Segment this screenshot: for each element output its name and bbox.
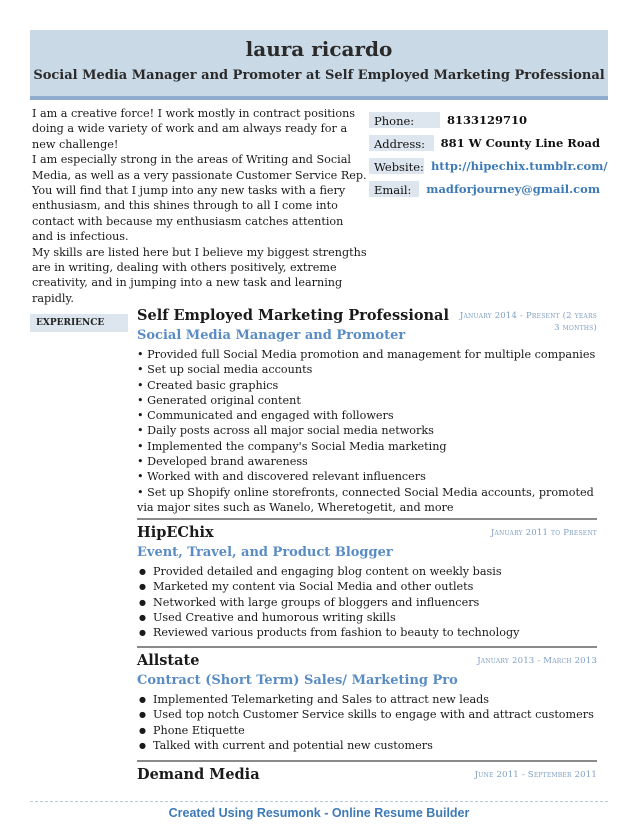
job-dates: June 2011 - September 2011: [474, 770, 597, 780]
list-item: • Daily posts across all major social media networks: [137, 423, 597, 438]
list-item: • Provided full Social Media promotion and management for multiple companies: [137, 347, 597, 362]
email-label: Email:: [368, 180, 420, 198]
job-divider: [137, 646, 597, 648]
list-item: ● Implemented Telemarketing and Sales to attract new leads: [137, 692, 597, 707]
job-company: Self Employed Marketing Professional: [137, 307, 449, 324]
list-item: • Implemented the company's Social Media marketing: [137, 439, 597, 454]
job-company: Demand Media: [137, 766, 260, 783]
list-item: ● Reviewed various products from fashion to beauty to technology: [137, 625, 597, 640]
job-entry: [137, 652, 597, 753]
list-item: • Set up social media accounts: [137, 362, 597, 377]
list-item: ● Phone Etiquette: [137, 723, 597, 738]
resume-header: [30, 30, 608, 100]
section-label-experience: EXPERIENCE: [30, 314, 128, 332]
job-role: Social Media Manager and Promoter: [137, 328, 406, 343]
contact-table: [368, 111, 608, 203]
phone-label: Phone:: [368, 111, 441, 129]
job-header: [137, 652, 597, 672]
job-dates: [460, 310, 597, 334]
contact-row-address: [368, 134, 600, 152]
list-item: • Developed brand awareness: [137, 454, 597, 469]
job-bullets: [137, 692, 597, 753]
list-item: • Created basic graphics: [137, 378, 597, 393]
list-item: ● Provided detailed and engaging blog content on weekly basis: [137, 564, 597, 579]
job-divider: [137, 760, 597, 762]
list-item: ● Talked with current and potential new customers: [137, 738, 597, 753]
footer-credit-link[interactable]: Created Using Resumonk - Online Resume Builder: [168, 806, 470, 820]
summary: [32, 106, 367, 306]
job-company: HipEChix: [137, 524, 214, 541]
job-dates: January 2011 to Present: [490, 528, 597, 538]
candidate-name: laura ricardo: [245, 37, 393, 61]
job-bullets: [137, 347, 597, 515]
job-bullets: [137, 564, 597, 640]
summary-paragraph: I am especially strong in the areas of Writing and Social Media, as well as a very passionate Customer Service Rep. You will find that I jump into any new tasks with a fiery enthusiasm, and this shines through to all I come into contact with because my enthusiasm catches attention and is infectious.: [32, 153, 367, 244]
job-dates-line: 3 months): [554, 323, 597, 333]
address-label: Address:: [368, 134, 435, 152]
contact-row-phone: [368, 111, 600, 129]
phone-value: 8133129710: [447, 113, 528, 127]
job-divider: [137, 518, 597, 520]
job-header: [137, 766, 597, 786]
job-header: [137, 307, 597, 333]
job-dates: January 2013 - March 2013: [477, 656, 597, 666]
job-role: Contract (Short Term) Sales/ Marketing Pro: [137, 673, 458, 688]
headline: Social Media Manager and Promoter at Self Employed Marketing Professional: [33, 68, 605, 83]
email-link[interactable]: madforjourney@gmail.com: [426, 182, 600, 196]
list-item: ● Marketed my content via Social Media and other outlets: [137, 579, 597, 594]
list-item: ● Used top notch Customer Service skills to engage with and attract customers: [137, 707, 597, 722]
footer-divider: [30, 801, 608, 802]
job-entry: [137, 524, 597, 640]
website-label: Website:: [368, 157, 425, 175]
job-entry: [137, 307, 597, 515]
list-item: • Communicated and engaged with followers: [137, 408, 597, 423]
contact-row-website: [368, 157, 608, 175]
list-item: • Generated original content: [137, 393, 597, 408]
contact-row-email: [368, 180, 600, 198]
job-role: Event, Travel, and Product Blogger: [137, 545, 393, 560]
website-link[interactable]: http://hipechix.tumblr.com/: [430, 159, 608, 173]
list-item: • Worked with and discovered relevant influencers: [137, 469, 597, 484]
job-dates-line: January 2014 - Present (2 years: [459, 311, 597, 321]
summary-paragraph: My skills are listed here but I believe my biggest strengths are in writing, dealing with others positively, extreme creativity, and in jumping into a new task and learning rapidly.: [32, 245, 367, 305]
job-header: [137, 524, 597, 544]
list-item: ● Networked with large groups of bloggers and influencers: [137, 595, 597, 610]
list-item: • Set up Shopify online storefronts, connected Social Media accounts, promoted via major sites such as Wanelo, Wheretogetit, and more: [137, 485, 597, 516]
address-value: 881 W County Line Road: [440, 136, 600, 150]
job-company: Allstate: [137, 652, 200, 669]
summary-paragraph: I am a creative force! I work mostly in contract positions doing a wide variety of work and am always ready for a new challenge!: [32, 107, 356, 151]
job-entry: [137, 766, 597, 786]
list-item: ● Used Creative and humorous writing skills: [137, 610, 597, 625]
